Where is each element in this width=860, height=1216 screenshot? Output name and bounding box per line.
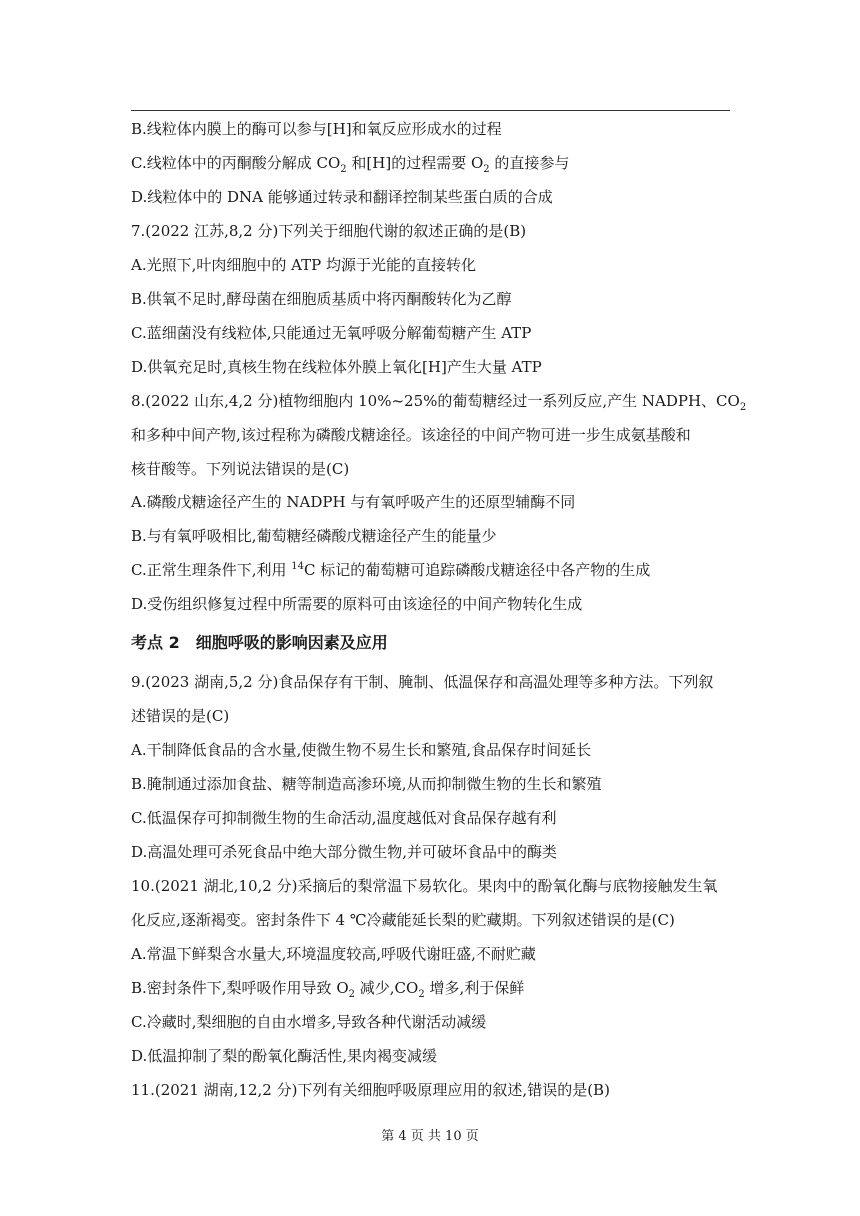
option-8c: C.正常生理条件下,利用 $^{14}$C 标记的葡萄糖可追踪磷酸戊糖途径中各产物的生成: [131, 561, 651, 579]
question-8-stem-line-3: 核苷酸等。下列说法错误的是(C): [131, 460, 350, 478]
option-7a: A.光照下,叶肉细胞中的 ATP 均源于光能的直接转化: [131, 256, 477, 274]
option-9b: B.腌制通过添加食盐、糖等制造高渗环境,从而抑制微生物的生长和繁殖: [131, 775, 602, 793]
option-6d: D.线粒体中的 DNA 能够通过转录和翻译控制某些蛋白质的合成: [131, 188, 553, 206]
option-6c: C.线粒体中的丙酮酸分解成 $CO_2$ 和[H]的过程需要 $O_2$ 的直接参与: [131, 154, 570, 175]
option-7b: B.供氧不足时,酵母菌在细胞质基质中将丙酮酸转化为乙醇: [131, 290, 512, 308]
option-8b: B.与有氧呼吸相比,葡萄糖经磷酸戊糖途径产生的能量少: [131, 527, 497, 545]
question-8-stem-line-1: 8.(2022 山东,4,2 分)植物细胞内 10%~25%的葡萄糖经过一系列反应,产生 NADPH、$CO_2$: [131, 392, 747, 413]
page-number-footer: 第 4 页 共 10 页: [381, 1129, 479, 1144]
question-8-stem-line-2: 和多种中间产物,该过程称为磷酸戊糖途径。该途径的中间产物可进一步生成氨基酸和: [131, 426, 691, 444]
option-8a: A.磷酸戊糖途径产生的 NADPH 与有氧呼吸产生的还原型辅酶不同: [131, 493, 576, 511]
option-10c: C.冷藏时,梨细胞的自由水增多,导致各种代谢活动减缓: [131, 1013, 487, 1031]
question-9-stem-line-1: 9.(2023 湖南,5,2 分)食品保存有干制、腌制、低温保存和高温处理等多种方法。下列叙: [131, 673, 714, 691]
option-9d: D.高温处理可杀死食品中绝大部分微生物,并可破坏食品中的酶类: [131, 843, 558, 861]
section-heading: 考点 2 细胞呼吸的影响因素及应用: [131, 633, 388, 652]
question-9-stem-line-2: 述错误的是(C): [131, 707, 230, 725]
question-10-stem-line-2: 化反应,逐渐褐变。密封条件下 4 ℃冷藏能延长梨的贮藏期。下列叙述错误的是(C): [131, 911, 675, 929]
option-9a: A.干制降低食品的含水量,使微生物不易生长和繁殖,食品保存时间延长: [131, 741, 592, 759]
option-6b: B.线粒体内膜上的酶可以参与[H]和氧反应形成水的过程: [131, 120, 502, 138]
option-10d: D.低温抑制了梨的酚氧化酶活性,果肉褐变减缓: [131, 1047, 438, 1065]
question-11-stem: 11.(2021 湖南,12,2 分)下列有关细胞呼吸原理应用的叙述,错误的是(B): [131, 1081, 610, 1099]
option-7c: C.蓝细菌没有线粒体,只能通过无氧呼吸分解葡萄糖产生 ATP: [131, 324, 532, 342]
option-10b: B.密封条件下,梨呼吸作用导致 $O_2$ 减少$,CO_2$ 增多,利于保鲜: [131, 979, 525, 1000]
option-9c: C.低温保存可抑制微生物的生命活动,温度越低对食品保存越有利: [131, 809, 557, 827]
option-7d: D.供氧充足时,真核生物在线粒体外膜上氧化[H]产生大量 ATP: [131, 358, 542, 376]
option-8d: D.受伤组织修复过程中所需要的原料可由该途径的中间产物转化生成: [131, 595, 583, 613]
option-10a: A.常温下鲜梨含水量大,环境温度较高,呼吸代谢旺盛,不耐贮藏: [131, 945, 536, 963]
question-10-stem-line-1: 10.(2021 湖北,10,2 分)采摘后的梨常温下易软化。果肉中的酚氧化酶与底物接触发生氧: [131, 877, 718, 895]
header-rule: [131, 110, 730, 111]
question-7-stem: 7.(2022 江苏,8,2 分)下列关于细胞代谢的叙述正确的是(B): [131, 222, 527, 240]
